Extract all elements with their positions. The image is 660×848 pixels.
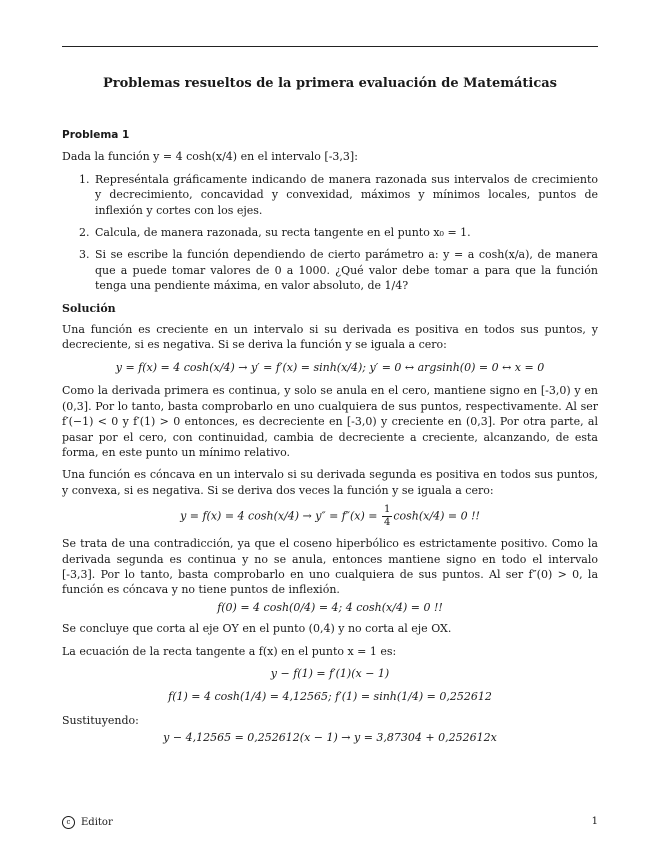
solution-paragraph-7: Sustituyendo: xyxy=(62,713,139,727)
document-body xyxy=(62,128,598,752)
equation-tangent-result: y − 4,12565 = 0,252612(x − 1) → y = 3,87304 + 0,252612x xyxy=(163,731,497,745)
footer-editor-label: Editor xyxy=(81,817,113,828)
solution-heading: Solución xyxy=(62,301,116,315)
page-number: 1 xyxy=(591,816,598,827)
equation-tangent-line: y − f(1) = f′(1)(x − 1) xyxy=(270,666,390,680)
problem-item-3: 3. Si se escribe la función dependiendo de cierto parámetro a: y = a cosh(x/a), de manera que a puede tomar valores de 0 a 1000. ¿Qué valor debe tomar a para que la función tenga una pendiente máxima, en valor absoluto, de 1/4? xyxy=(93,247,598,293)
equation-axis-intersections: f(0) = 4 cosh(0/4) = 4; 4 cosh(x/4) = 0 !! xyxy=(217,600,443,614)
fraction-one-quarter xyxy=(382,505,392,528)
footer-editor xyxy=(62,816,113,829)
document-title: Problemas resueltos de la primera evaluación de Matemáticas xyxy=(102,76,558,91)
problem-item-1: 1. Represéntala gráficamente indicando de manera razonada sus intervalos de crecimiento y decrecimiento, concavidad y convexidad, máximos y mínimos locales, puntos de inflexión y cortes con los ejes. xyxy=(93,172,598,218)
equation-second-derivative xyxy=(62,505,598,528)
fraction-numerator: 1 xyxy=(383,504,391,516)
solution-paragraph-2: Como la derivada primera es continua, y solo se anula en el cero, mantiene signo en [-3,0) y en (0,3]. Por lo tanto, basta comprobarlo en uno cualquiera de sus puntos, respectivamente. Al ser f′(−1) < 0 y f′(1) > 0 entonces, es decreciente en [-3,0) y creciente en (0,3]. Por otra parte, al pasar por el cero, con continuidad, cambia de decreciente a creciente, alcanzando, de esta forma, en este punto un mínimo relativo. xyxy=(62,384,598,459)
problem-item-2: 2. Calcula, de manera razonada, su recta tangente en el punto x₀ = 1. xyxy=(93,225,598,240)
solution-paragraph-3: Una función es cóncava en un intervalo si su derivada segunda es positiva en todos sus puntos, y convexa, si es negativa. Si se deriva dos veces la función y se iguala a cero: xyxy=(62,468,598,497)
solution-paragraph-6: La ecuación de la recta tangente a f(x) en el punto x = 1 es: xyxy=(62,644,397,658)
equation-tangent-values: f(1) = 4 cosh(1/4) = 4,12565; f′(1) = sinh(1/4) = 0,252612 xyxy=(168,690,492,704)
copyright-icon: c xyxy=(62,816,75,829)
solution-paragraph-5: Se concluye que corta al eje OY en el punto (0,4) y no corta al eje OX. xyxy=(62,622,452,636)
fraction-denominator: 4 xyxy=(383,517,391,529)
solution-paragraph-4: Se trata de una contradicción, ya que el coseno hiperbólico es estrictamente positivo. Como la derivada segunda es continua y no se anula, entonces mantiene signo en todo el intervalo [-3,3]. Por lo tanto, basta comprobarlo en uno cualquiera de sus puntos. Al ser f″(0) > 0, la función es cóncava y no tiene puntos de inflexión. xyxy=(62,537,598,597)
problem-intro: Dada la función y = 4 cosh(x/4) en el intervalo [-3,3]: xyxy=(62,150,358,164)
header-rule xyxy=(62,46,598,47)
equation-second-derivative-left: y = f(x) = 4 cosh(x/4) → y″ = f″(x) = xyxy=(180,509,381,523)
equation-second-derivative-right: cosh(x/4) = 0 !! xyxy=(393,509,480,523)
problem-heading: Problema 1 xyxy=(62,129,130,141)
solution-paragraph-1: Una función es creciente en un intervalo si su derivada es positiva en todos sus puntos, y decreciente, si es negativa. Si se deriva la función y se iguala a cero: xyxy=(62,323,598,352)
equation-first-derivative: y = f(x) = 4 cosh(x/4) → y′ = f′(x) = sinh(x/4); y′ = 0 ↔ argsinh(0) = 0 ↔ x = 0 xyxy=(115,360,545,374)
problem-list xyxy=(62,172,598,294)
